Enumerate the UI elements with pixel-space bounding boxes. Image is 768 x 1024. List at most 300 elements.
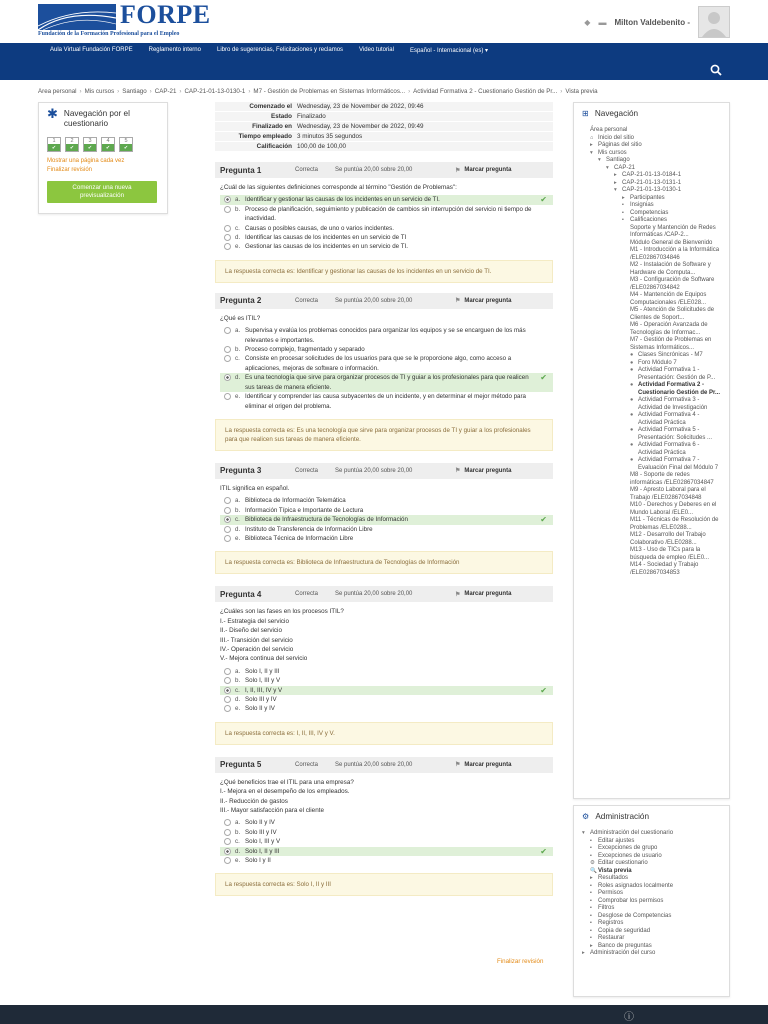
- question-block: [215, 293, 553, 451]
- answer-option[interactable]: [220, 847, 553, 856]
- answer-option[interactable]: [220, 326, 553, 345]
- check-icon: ✔: [540, 195, 547, 205]
- answer-option[interactable]: [220, 695, 553, 704]
- info-icon[interactable]: ⓘ: [624, 1012, 634, 1023]
- answer-option[interactable]: [220, 515, 553, 524]
- tree-item[interactable]: [582, 830, 721, 838]
- breadcrumb-item[interactable]: Área personal: [38, 88, 77, 95]
- tree-item-label: Clases Sincrónicas - M7: [638, 352, 703, 358]
- bell-icon[interactable]: ◆: [584, 17, 591, 27]
- avatar[interactable]: [698, 6, 730, 38]
- radio-button[interactable]: [224, 526, 231, 533]
- tree-item[interactable]: [582, 442, 721, 457]
- tree-item[interactable]: [582, 838, 721, 846]
- question-nav-button[interactable]: [47, 137, 61, 152]
- option-text: Solo I, II y III: [245, 847, 280, 855]
- radio-button[interactable]: [224, 507, 231, 514]
- tree-spacer: [622, 292, 630, 307]
- tree-item-icon: ⚙: [590, 860, 595, 866]
- question-nav-number: 3: [88, 138, 92, 144]
- tree-item[interactable]: [582, 860, 721, 868]
- summary-value: Wednesday, 23 de November de 2022, 09:46: [297, 103, 424, 110]
- answer-option[interactable]: [220, 837, 553, 846]
- question-text: [215, 314, 553, 323]
- quiz-review-content: [215, 102, 553, 896]
- tree-item[interactable]: [582, 457, 721, 472]
- option-letter: e.: [235, 534, 241, 542]
- answer-option[interactable]: [220, 506, 553, 515]
- summary-value: Finalizado: [297, 113, 326, 120]
- question-block: [215, 757, 553, 897]
- finish-review-bottom-link[interactable]: Finalizar revisión: [497, 958, 544, 965]
- tree-item-icon: ▪: [622, 202, 624, 208]
- option-text: Solo I y II: [245, 857, 271, 865]
- question-status: Correcta: [295, 167, 319, 173]
- check-icon: ✔: [66, 144, 78, 151]
- tree-item-label: Copia de seguridad: [598, 927, 651, 934]
- tree-item-label: M2 - Instalación de Software y Hardware de Computa...: [630, 262, 711, 276]
- tree-item-label: M8 - Soporte de redes informáticas /ELE02867034847: [630, 472, 714, 486]
- question-status: Correcta: [295, 591, 319, 598]
- tree-spacer: [622, 322, 630, 337]
- answer-option[interactable]: [220, 195, 553, 204]
- answer-option[interactable]: [220, 205, 553, 224]
- answer-list: [215, 195, 553, 251]
- tree-item[interactable]: [582, 905, 721, 913]
- option-text: Consiste en procesar solicitudes de los usuarios para que se le proporcione algo, como acceso a aplicaciones, mejoras de software o información.: [245, 355, 512, 372]
- radio-button[interactable]: [224, 393, 231, 400]
- correct-answer-feedback: La respuesta correcta es: Es una tecnología que sirve para organizar procesos de TI y guiar a los profesionales para que realicen sus tareas de manera eficiente.: [215, 419, 553, 451]
- radio-button[interactable]: [224, 243, 231, 250]
- tree-spacer: [622, 262, 630, 277]
- tree-item-icon: ▪: [590, 852, 592, 859]
- check-icon: ✔: [48, 144, 60, 151]
- breadcrumb-item[interactable]: Actividad Formativa 2 - Cuestionario Gestión de Pr...: [413, 88, 558, 95]
- tree-item[interactable]: [582, 875, 721, 883]
- flag-icon: ⚑: [455, 298, 461, 305]
- question-header: [215, 162, 553, 178]
- tree-item-icon: ▸: [614, 172, 617, 178]
- radio-button[interactable]: [224, 829, 231, 836]
- tree-item-label: Banco de preguntas: [598, 942, 652, 949]
- breadcrumb-item[interactable]: Mis cursos: [84, 88, 115, 95]
- option-text: Solo III y IV: [245, 828, 277, 836]
- question-text: [215, 484, 553, 493]
- radio-button[interactable]: [224, 206, 231, 213]
- flag-question-button[interactable]: [455, 761, 511, 768]
- question-points: Se puntúa 20,00 sobre 20,00: [335, 297, 413, 304]
- tree-item-label: Filtros: [598, 905, 615, 911]
- tree-spacer: [622, 225, 630, 240]
- option-letter: c.: [235, 516, 240, 524]
- question-nav-number: 5: [124, 138, 128, 144]
- question-block: [215, 586, 553, 744]
- gears-icon: ⚙: [582, 812, 590, 821]
- tree-item-label: M12 - Desarrollo del Trabajo Colaborativo /ELE0288...: [630, 532, 706, 546]
- tree-item[interactable]: [582, 562, 721, 577]
- flag-icon: ⚑: [455, 591, 461, 598]
- question-points: Se puntúa 20,00 sobre 20,00: [335, 467, 413, 474]
- new-preview-button[interactable]: Comenzar una nueva previsualización: [47, 181, 157, 203]
- tree-item[interactable]: [582, 337, 721, 352]
- tree-item-label: Editar cuestionario: [598, 860, 648, 866]
- tree-item-label: Actividad Formativa 1 - Presentación: Gestión de P...: [638, 367, 716, 381]
- question-header: [215, 757, 553, 773]
- check-icon: ✔: [120, 144, 132, 151]
- tree-item[interactable]: [582, 135, 721, 143]
- breadcrumb-separator: ›: [560, 88, 563, 95]
- radio-button[interactable]: [224, 696, 231, 703]
- flag-question-button[interactable]: [455, 167, 511, 174]
- tree-item[interactable]: [582, 225, 721, 240]
- answer-option[interactable]: [220, 242, 553, 251]
- user-menu[interactable]: [584, 6, 730, 38]
- tree-item[interactable]: [582, 247, 721, 262]
- tree-item[interactable]: [582, 322, 721, 337]
- tree-item-label: Registros: [598, 920, 624, 926]
- question-block: [215, 162, 553, 283]
- summary-row: [215, 122, 553, 132]
- tree-item[interactable]: [582, 950, 721, 958]
- question-text-line: III.- Transición del servicio: [220, 636, 293, 644]
- radio-button[interactable]: [224, 838, 231, 845]
- option-letter: d.: [235, 525, 241, 533]
- option-text: Solo I, II y III: [245, 667, 280, 675]
- breadcrumb-separator: ›: [248, 88, 251, 95]
- block-title: Navegación: [594, 109, 639, 118]
- answer-option[interactable]: [220, 354, 553, 373]
- tree-item-icon: ⌂: [590, 134, 594, 141]
- tree-item[interactable]: [582, 180, 721, 188]
- tree-item-icon: ●: [630, 442, 634, 448]
- tree-item-label: Administración del cuestionario: [590, 830, 674, 836]
- tree-item-icon: 🔍: [590, 867, 597, 874]
- tree-item-label: M7 - Gestión de Problemas en Sistemas Informáticos...: [630, 337, 712, 351]
- question-text: [215, 183, 553, 192]
- option-letter: b.: [235, 828, 241, 836]
- answer-option[interactable]: [220, 686, 553, 695]
- option-text: Biblioteca de Infraestructura de Tecnologías de Información: [245, 516, 408, 524]
- summary-row: [215, 112, 553, 122]
- option-letter: c.: [235, 686, 240, 694]
- tree-item-label: Actividad Formativa 7 - Evaluación Final del Módulo 7: [638, 457, 719, 471]
- question-label: Pregunta 3: [220, 466, 262, 476]
- tree-item[interactable]: [582, 150, 721, 158]
- nav-item-reglamento[interactable]: Reglamento interno: [148, 47, 201, 53]
- tree-spacer: [622, 337, 630, 352]
- question-points: Se puntúa 20,00 sobre 20,00: [335, 591, 413, 598]
- answer-option[interactable]: [220, 676, 553, 685]
- tree-item-label: Editar ajustes: [598, 837, 635, 844]
- tree-item[interactable]: [582, 935, 721, 943]
- radio-button[interactable]: [224, 196, 231, 203]
- answer-option[interactable]: [220, 704, 553, 713]
- tree-item[interactable]: [582, 898, 721, 906]
- option-text: Supervisa y evalúa los problemas conocidos para organizar los equipos y se se encarguen de los más relevantes e importantes.: [245, 327, 526, 344]
- flag-icon: ⚑: [455, 167, 461, 174]
- option-letter: e.: [235, 393, 241, 401]
- tree-item[interactable]: [582, 487, 721, 502]
- correct-answer-feedback: La respuesta correcta es: Biblioteca de Infraestructura de Tecnologías de Información: [215, 551, 553, 574]
- finish-review-link[interactable]: Finalizar revisión: [47, 167, 93, 173]
- quiz-navigation-block: [38, 102, 168, 214]
- tree-spacer: [582, 127, 590, 135]
- tree-item-label: Área personal: [590, 127, 628, 133]
- tree-spacer: [622, 307, 630, 322]
- answer-option[interactable]: [220, 373, 553, 392]
- tree-item[interactable]: [582, 277, 721, 292]
- question-header: [215, 463, 553, 479]
- correct-answer-feedback: La respuesta correcta es: I, II, III, IV y V.: [215, 722, 553, 745]
- radio-button[interactable]: [224, 687, 231, 694]
- nav-item-sugerencias[interactable]: Libro de sugerencias, Felicitaciones y reclamos: [216, 47, 344, 53]
- question-label: Pregunta 2: [220, 296, 262, 306]
- tree-item[interactable]: [582, 195, 721, 203]
- tree-item-label: Participantes: [630, 194, 665, 201]
- tree-item-label: M14 - Sociedad y Trabajo /ELE02867034853: [630, 562, 699, 576]
- breadcrumb-item[interactable]: CAP-21-01-13-0130-1: [184, 88, 246, 95]
- flag-icon: ⚑: [455, 468, 461, 475]
- radio-button[interactable]: [224, 225, 231, 232]
- answer-option[interactable]: [220, 392, 553, 411]
- tree-spacer: [622, 517, 630, 532]
- tree-item[interactable]: [582, 307, 721, 322]
- nav-item-video-tutorial[interactable]: Video tutorial: [359, 47, 394, 53]
- question-nav-button[interactable]: [119, 137, 133, 152]
- tree-item-icon: ▸: [582, 950, 585, 956]
- tree-item-label: Actividad Formativa 2 - Cuestionario Gestión de Pr...: [638, 382, 721, 396]
- tree-item[interactable]: [582, 547, 721, 562]
- answer-list: [215, 818, 553, 865]
- radio-button[interactable]: [224, 819, 231, 826]
- question-status: Correcta: [295, 467, 319, 474]
- question-nav-button[interactable]: [65, 137, 79, 152]
- nav-item-aula-virtual[interactable]: Aula Virtual Fundación FORPE: [50, 47, 133, 53]
- tree-item-icon: ●: [630, 359, 634, 366]
- tree-item-icon: ▾: [614, 187, 617, 193]
- tree-item-icon: ▪: [590, 845, 592, 851]
- tree-item[interactable]: [582, 165, 721, 173]
- option-text: Identificar y gestionar las causas de los incidentes en un servicio de TI.: [245, 196, 440, 204]
- answer-option[interactable]: [220, 828, 553, 837]
- option-text: Solo I, III y V: [245, 677, 281, 685]
- tree-item-label: Actividad Formativa 3 - Actividad de Investigación: [638, 397, 708, 411]
- navigation-tree: [582, 127, 721, 577]
- radio-button[interactable]: [224, 535, 231, 542]
- tree-item[interactable]: [582, 352, 721, 360]
- breadcrumb-item: Vista previa: [565, 88, 598, 95]
- tree-item[interactable]: [582, 382, 721, 397]
- tree-item-icon: ▸: [614, 179, 617, 186]
- question-nav-button[interactable]: [83, 137, 97, 152]
- question-points: Se puntúa 20,00 sobre 20,00: [335, 167, 413, 173]
- tree-item[interactable]: [582, 517, 721, 532]
- answer-option[interactable]: [220, 345, 553, 354]
- block-title: Navegación por el cuestionario: [63, 109, 130, 128]
- tree-item-icon: ●: [630, 412, 634, 418]
- nav-item-language[interactable]: Español - Internacional (es) ▾: [409, 48, 489, 54]
- tree-item-label: Actividad Formativa 4 - Actividad Práctica: [638, 412, 700, 426]
- logo-text: FORPE: [120, 0, 211, 29]
- tree-item[interactable]: [582, 187, 721, 195]
- tree-item[interactable]: [582, 412, 721, 427]
- tree-item-label: Competencias: [630, 209, 669, 216]
- tree-spacer: [622, 277, 630, 292]
- answer-list: [215, 496, 553, 543]
- tree-item-icon: ▪: [590, 935, 592, 941]
- show-one-page-link[interactable]: Mostrar una página cada vez: [47, 158, 125, 164]
- radio-button[interactable]: [224, 374, 231, 381]
- tree-item-label: M10 - Derechos y Deberes en el Mundo Laboral /ELE0...: [630, 502, 717, 516]
- radio-button[interactable]: [224, 705, 231, 712]
- summary-row: [215, 142, 553, 152]
- option-text: Solo II y IV: [245, 705, 275, 713]
- radio-button[interactable]: [224, 668, 231, 675]
- tree-item[interactable]: [582, 913, 721, 921]
- administration-tree: [582, 830, 721, 958]
- breadcrumb-separator: ›: [117, 88, 120, 95]
- answer-option[interactable]: [220, 856, 553, 865]
- tree-item-icon: ▪: [590, 912, 592, 919]
- tree-item[interactable]: [582, 853, 721, 861]
- flag-question-button[interactable]: [455, 591, 511, 598]
- logo-subtitle: Fundación de la Formación Profesional para el Empleo: [38, 31, 180, 37]
- option-letter: d.: [235, 234, 241, 242]
- flag-question-button[interactable]: [455, 297, 511, 304]
- answer-option[interactable]: [220, 496, 553, 505]
- question-text-line: I.- Mejora en el desempeño de los empleados.: [220, 788, 350, 796]
- question-number-list: [47, 137, 159, 152]
- site-header: [0, 0, 768, 43]
- radio-button[interactable]: [224, 497, 231, 504]
- tree-item[interactable]: [582, 427, 721, 442]
- radio-button[interactable]: [224, 327, 231, 334]
- tree-item[interactable]: [582, 240, 721, 248]
- tree-item[interactable]: [582, 883, 721, 891]
- tree-item-label: M4 - Mantención de Equipos Computacionales /ELE028...: [630, 292, 707, 306]
- tree-item-label: Excepciones de usuario: [598, 852, 662, 859]
- radio-button[interactable]: [224, 857, 231, 864]
- chat-icon[interactable]: ▬: [598, 17, 607, 27]
- administration-block: [573, 805, 730, 997]
- question-text-line: ¿Qué es ITIL?: [220, 314, 261, 322]
- question-points: Se puntúa 20,00 sobre 20,00: [335, 761, 413, 768]
- radio-button[interactable]: [224, 677, 231, 684]
- tree-item-icon: ▪: [622, 209, 624, 216]
- tree-item[interactable]: [582, 217, 721, 225]
- tree-item-label: Restaurar: [598, 935, 625, 941]
- tree-item[interactable]: [582, 397, 721, 412]
- option-letter: d.: [235, 847, 241, 855]
- option-text: Identificar y comprender las causa subyacentes de un incidente, y en determinar el mejor método para eliminar el origen del problema.: [245, 393, 526, 410]
- tree-item-icon: ●: [630, 382, 634, 388]
- search-icon[interactable]: [710, 64, 722, 76]
- tree-item[interactable]: [582, 202, 721, 210]
- tree-item-label: M3 - Configuración de Software /ELE02867034842: [630, 277, 715, 291]
- tree-item-label: Vista previa: [598, 867, 632, 874]
- question-text-line: I.- Estrategia del servicio: [220, 617, 289, 625]
- answer-list: [215, 326, 553, 411]
- flag-question-button[interactable]: [455, 467, 511, 474]
- question-status: Correcta: [295, 761, 319, 768]
- tree-item[interactable]: [582, 868, 721, 876]
- answer-option[interactable]: [220, 667, 553, 676]
- tree-item[interactable]: [582, 943, 721, 951]
- flag-label: Marcar pregunta: [464, 467, 512, 474]
- tree-item[interactable]: [582, 890, 721, 898]
- radio-button[interactable]: [224, 516, 231, 523]
- correct-answer-feedback: La respuesta correcta es: Identificar y gestionar las causas de los incidentes en un servicio de TI.: [215, 260, 553, 283]
- option-text: Solo II y IV: [245, 819, 275, 827]
- question-text-line: ITIL significa en español.: [220, 484, 290, 492]
- tree-item[interactable]: [582, 928, 721, 936]
- breadcrumb-separator: ›: [149, 88, 152, 95]
- tree-item[interactable]: [582, 367, 721, 382]
- question-text-line: II.- Diseño del servicio: [220, 627, 282, 635]
- radio-button[interactable]: [224, 234, 231, 241]
- summary-label: Calificación: [256, 143, 292, 150]
- answer-option[interactable]: [220, 233, 553, 242]
- radio-button[interactable]: [224, 346, 231, 353]
- tree-item[interactable]: [582, 292, 721, 307]
- tree-item-label: Inicio del sitio: [598, 134, 635, 141]
- tree-item-label: Comprobar los permisos: [598, 897, 664, 904]
- answer-option[interactable]: [220, 818, 553, 827]
- tree-spacer: [622, 562, 630, 577]
- tree-item-icon: ▪: [590, 920, 592, 926]
- radio-button[interactable]: [224, 355, 231, 362]
- tree-item[interactable]: [582, 142, 721, 150]
- forpe-logo[interactable]: [38, 0, 243, 38]
- user-name[interactable]: Milton Valdebenito -: [614, 17, 690, 27]
- answer-option[interactable]: [220, 534, 553, 543]
- tree-item-label: M6 - Operación Avanzada de Tecnologías de Informac...: [630, 322, 708, 336]
- tree-item-label: Mis cursos: [598, 149, 627, 156]
- tree-item[interactable]: [582, 262, 721, 277]
- breadcrumb-item[interactable]: M7 - Gestión de Problemas en Sistemas Informáticos...: [253, 88, 406, 95]
- option-text: Instituto de Transferencia de Información Libre: [245, 525, 373, 533]
- tree-item[interactable]: [582, 845, 721, 853]
- answer-option[interactable]: [220, 224, 553, 233]
- option-letter: b.: [235, 346, 241, 354]
- option-letter: a.: [235, 819, 241, 827]
- question-label: Pregunta 4: [220, 589, 262, 599]
- tree-item[interactable]: [582, 360, 721, 368]
- summary-label: Tiempo empleado: [238, 133, 292, 140]
- radio-button[interactable]: [224, 848, 231, 855]
- question-label: Pregunta 5: [220, 760, 262, 770]
- tree-item[interactable]: [582, 532, 721, 547]
- tree-item[interactable]: [582, 472, 721, 487]
- tree-item[interactable]: [582, 172, 721, 180]
- question-nav-button[interactable]: [101, 137, 115, 152]
- question-text-line: ¿Cuál de las siguientes definiciones corresponde al término "Gestión de Problemas":: [220, 184, 457, 191]
- breadcrumb-item[interactable]: CAP-21: [154, 88, 177, 95]
- tree-item-label: M11 - Técnicas de Resolución de Problemas /ELE0288...: [630, 517, 719, 531]
- option-letter: e.: [235, 857, 241, 865]
- check-icon: ✔: [102, 144, 114, 151]
- option-letter: a.: [235, 667, 241, 675]
- answer-option[interactable]: [220, 525, 553, 534]
- breadcrumb-item[interactable]: Santiago: [122, 88, 147, 95]
- navigation-block: [573, 102, 730, 799]
- tree-item[interactable]: [582, 127, 721, 135]
- tree-item[interactable]: [582, 210, 721, 218]
- tree-item[interactable]: [582, 920, 721, 928]
- tree-item[interactable]: [582, 157, 721, 165]
- option-text: Causas o posibles causas, de uno o varios incidentes.: [245, 224, 394, 232]
- tree-item[interactable]: [582, 502, 721, 517]
